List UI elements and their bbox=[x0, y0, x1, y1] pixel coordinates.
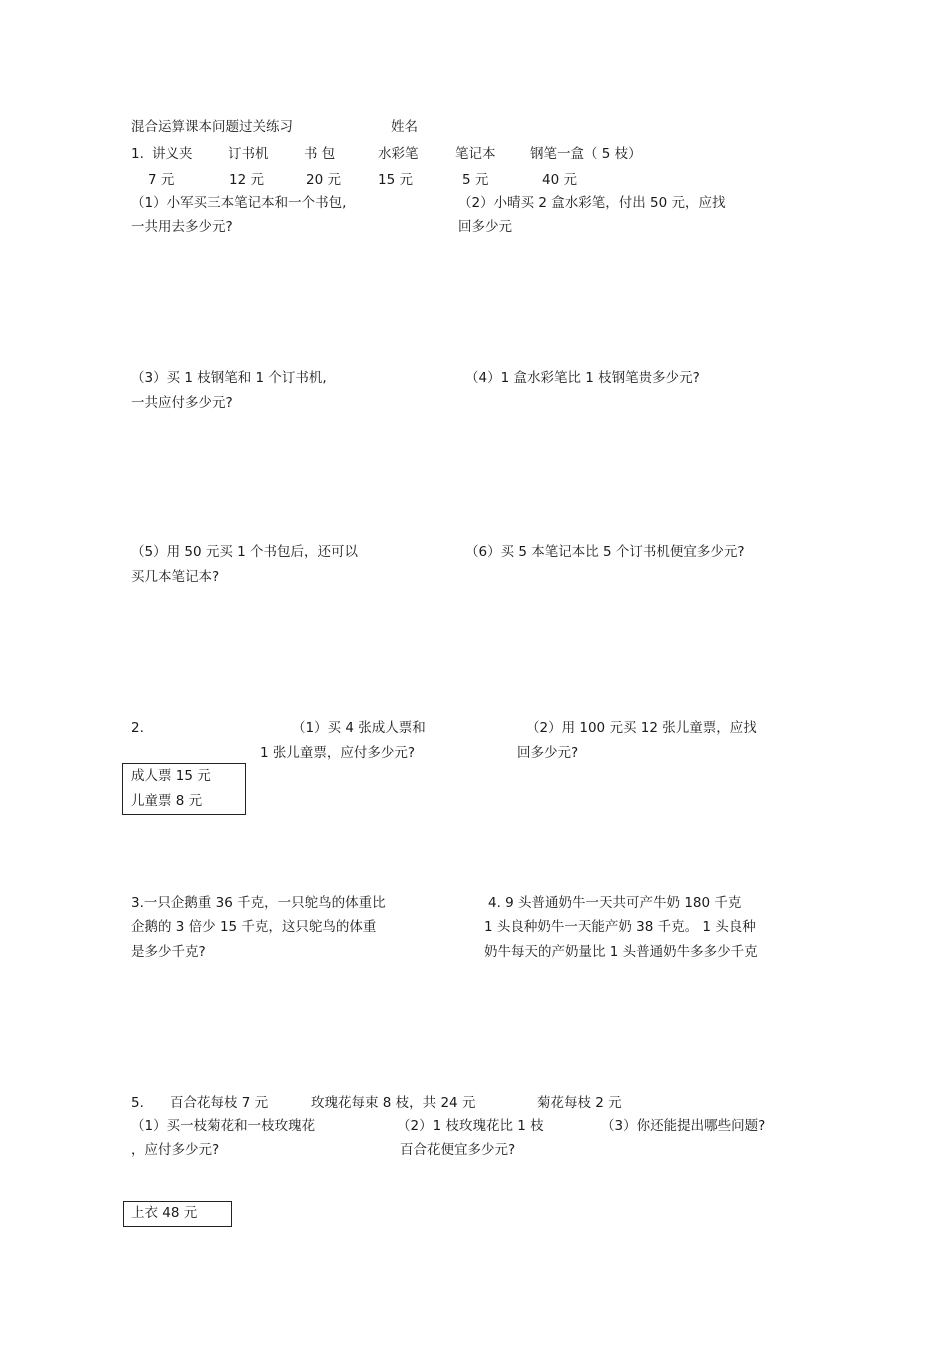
q5-problem-1: ，应付多少元? bbox=[131, 1142, 220, 1158]
q1-item-name: 书 包 bbox=[304, 146, 336, 162]
q2-problem-1: （1）买 4 张成人票和 bbox=[292, 720, 426, 736]
q3-text: 企鹅的 3 倍少 15 千克，这只鸵鸟的体重 bbox=[131, 919, 377, 935]
q1-problem-4: （4）1 盒水彩笔比 1 枝钢笔贵多少元? bbox=[465, 370, 700, 386]
page-title: 混合运算课本问题过关练习 bbox=[131, 119, 293, 135]
q1-problem-3: （3）买 1 枝钢笔和 1 个订书机, bbox=[131, 370, 327, 386]
q5-item: 百合花每枝 7 元 bbox=[170, 1095, 269, 1111]
q2-problem-2: 回多少元? bbox=[517, 745, 579, 761]
q5-item: 菊花每枝 2 元 bbox=[537, 1095, 622, 1111]
q5-problem-1: （1）买一枝菊花和一枝玫瑰花 bbox=[131, 1118, 316, 1134]
q1-problem-5: 买几本笔记本? bbox=[131, 569, 220, 585]
jacket-price: 上衣 48 元 bbox=[131, 1205, 198, 1221]
q5-item: 玫瑰花每束 8 枝，共 24 元 bbox=[311, 1095, 476, 1111]
q1-item-name: 笔记本 bbox=[455, 146, 496, 162]
q1-item-price: 12 元 bbox=[229, 172, 264, 188]
q1-item-price: 40 元 bbox=[542, 172, 577, 188]
q5-problem-2: （2）1 枝玫瑰花比 1 枝 bbox=[397, 1118, 544, 1134]
q1-item-name: 水彩笔 bbox=[378, 146, 419, 162]
q1-number: 1. bbox=[131, 146, 144, 162]
q1-item-name: 订书机 bbox=[228, 146, 269, 162]
q3-text: 3.一只企鹅重 36 千克，一只鸵鸟的体重比 bbox=[131, 895, 386, 911]
q1-problem-1: （1）小军买三本笔记本和一个书包, bbox=[131, 195, 347, 211]
ticket-price-box bbox=[122, 763, 246, 815]
q5-problem-2: 百合花便宜多少元? bbox=[400, 1142, 516, 1158]
child-ticket-price: 儿童票 8 元 bbox=[131, 793, 203, 809]
q5-problem-3: （3）你还能提出哪些问题? bbox=[601, 1118, 766, 1134]
q1-item-price: 20 元 bbox=[306, 172, 341, 188]
q4-text: 4. 9 头普通奶牛一天共可产牛奶 180 千克 bbox=[488, 895, 742, 911]
q5-number: 5. bbox=[131, 1095, 144, 1111]
q1-item-price: 5 元 bbox=[462, 172, 489, 188]
q2-number: 2. bbox=[131, 720, 144, 736]
q1-problem-6: （6）买 5 本笔记本比 5 个订书机便宜多少元? bbox=[465, 544, 745, 560]
q1-problem-5: （5）用 50 元买 1 个书包后，还可以 bbox=[131, 544, 359, 560]
q1-problem-2: 回多少元 bbox=[458, 219, 512, 235]
name-label: 姓名 bbox=[391, 119, 418, 135]
q2-problem-2: （2）用 100 元买 12 张儿童票，应找 bbox=[526, 720, 757, 736]
q1-problem-1: 一共用去多少元? bbox=[131, 219, 233, 235]
q3-text: 是多少千克? bbox=[131, 944, 206, 960]
q4-text: 奶牛每天的产奶量比 1 头普通奶牛多多少千克 bbox=[484, 944, 758, 960]
q4-text: 1 头良种奶牛一天能产奶 38 千克。 1 头良种 bbox=[484, 919, 756, 935]
q1-item-price: 15 元 bbox=[378, 172, 413, 188]
q1-item-price: 7 元 bbox=[148, 172, 175, 188]
q1-problem-3: 一共应付多少元? bbox=[131, 395, 233, 411]
adult-ticket-price: 成人票 15 元 bbox=[131, 768, 211, 784]
jacket-price-box bbox=[123, 1201, 232, 1227]
q1-problem-2: （2）小晴买 2 盒水彩笔，付出 50 元，应找 bbox=[458, 195, 726, 211]
q2-problem-1: 1 张儿童票，应付多少元? bbox=[260, 745, 416, 761]
q1-item-name: 钢笔一盒（ 5 枝） bbox=[530, 146, 642, 162]
q1-item-name: 讲义夹 bbox=[152, 146, 193, 162]
